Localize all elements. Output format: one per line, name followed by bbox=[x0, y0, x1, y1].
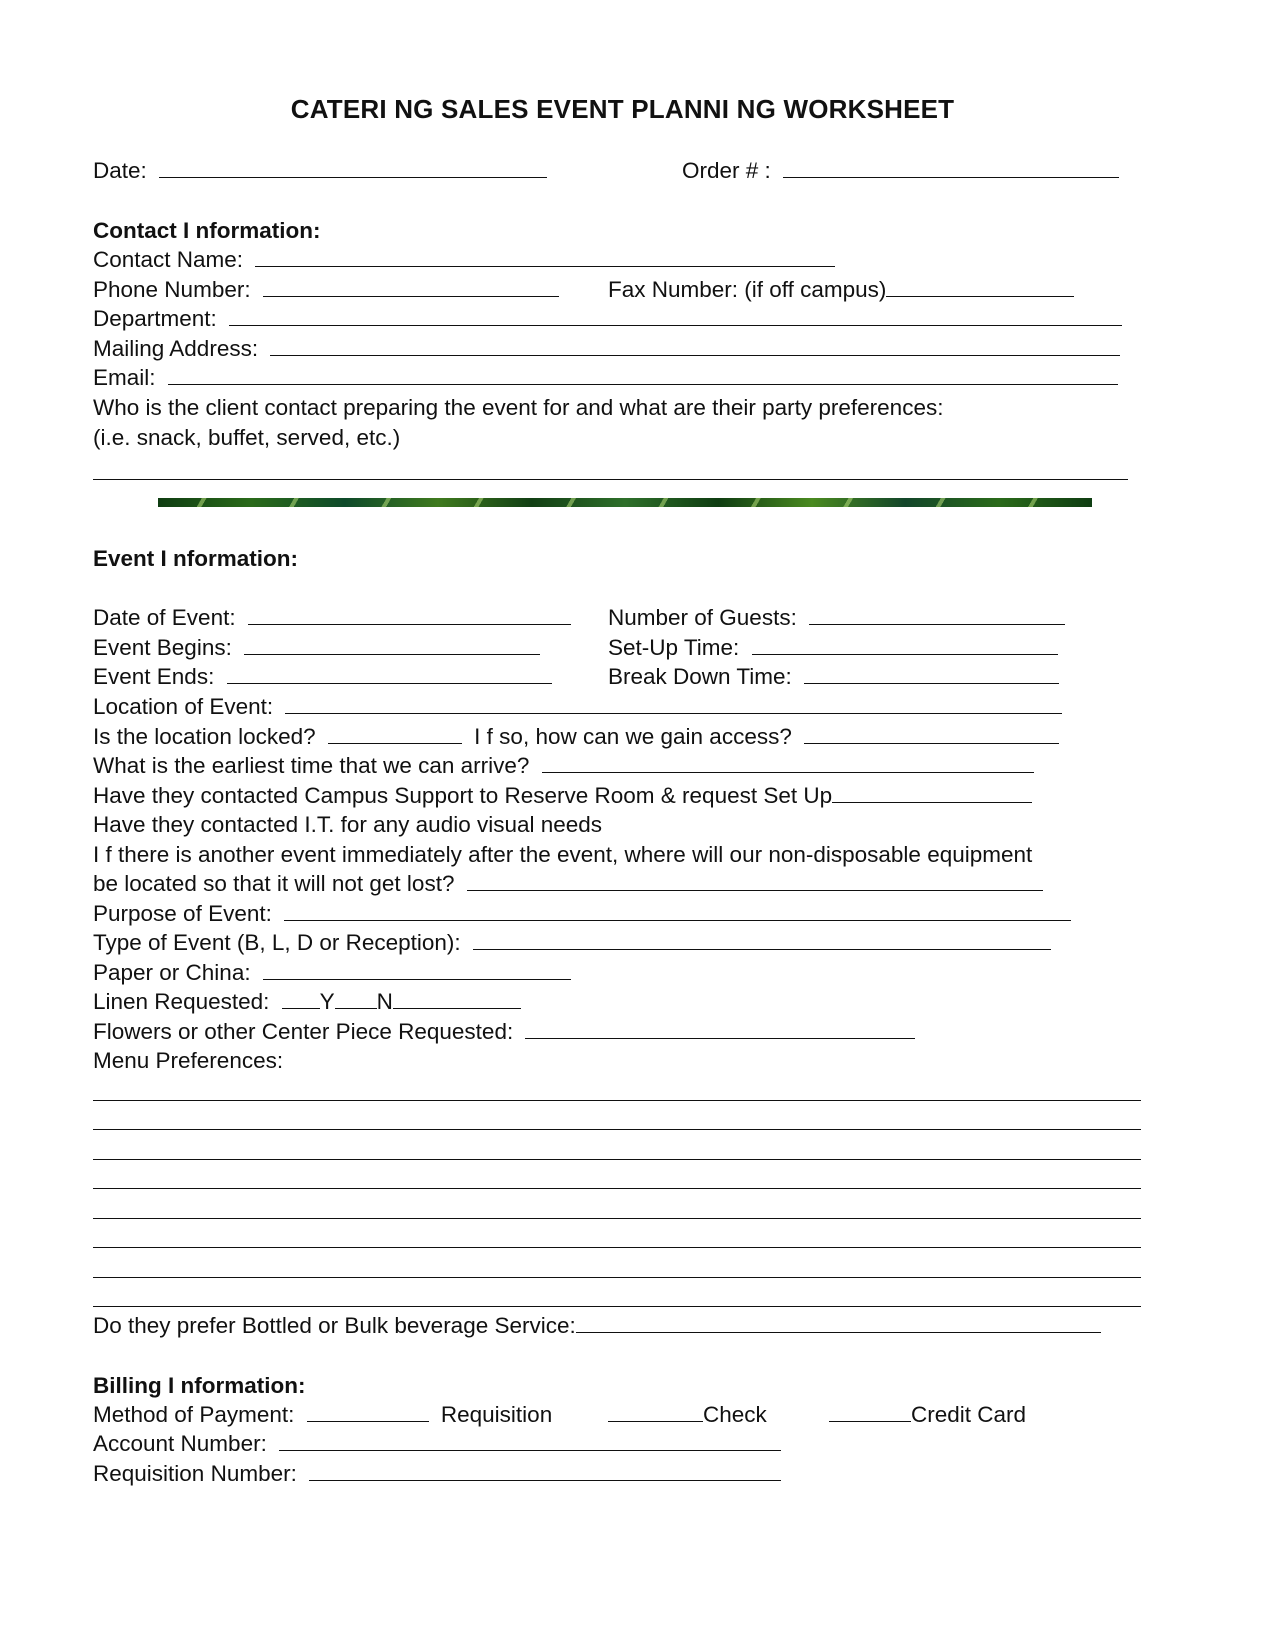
mailing-row bbox=[93, 335, 1120, 363]
paper-label: Paper or China: bbox=[93, 960, 251, 985]
linen-n: N bbox=[376, 989, 393, 1014]
location-row bbox=[93, 693, 1062, 721]
guests-label: Number of Guests: bbox=[608, 605, 797, 630]
earliest-label: What is the earliest time that we can arrive? bbox=[93, 753, 530, 778]
type-blank[interactable] bbox=[473, 929, 1051, 950]
requisition-number-blank[interactable] bbox=[309, 1460, 781, 1481]
account-number-blank[interactable] bbox=[279, 1430, 781, 1451]
access-blank[interactable] bbox=[804, 723, 1059, 744]
paper-row bbox=[93, 959, 571, 987]
event-begins-label: Event Begins: bbox=[93, 635, 232, 660]
requisition-number-row bbox=[93, 1460, 781, 1488]
contact-heading: Contact I nformation: bbox=[93, 218, 321, 243]
earliest-blank[interactable] bbox=[542, 752, 1034, 773]
account-number-row bbox=[93, 1430, 781, 1458]
locked-label: Is the location locked? bbox=[93, 724, 316, 749]
purpose-blank[interactable] bbox=[284, 900, 1071, 921]
linen-blank-1[interactable] bbox=[282, 988, 320, 1009]
payment-method-row bbox=[93, 1401, 552, 1429]
check-blank[interactable] bbox=[608, 1401, 703, 1422]
mailing-blank[interactable] bbox=[270, 335, 1120, 356]
menu-line-3[interactable] bbox=[93, 1159, 1141, 1160]
department-blank[interactable] bbox=[229, 305, 1122, 326]
breakdown-blank[interactable] bbox=[804, 663, 1059, 684]
order-blank[interactable] bbox=[783, 157, 1119, 178]
setup-label: Set-Up Time: bbox=[608, 635, 740, 660]
another-event-blank[interactable] bbox=[467, 870, 1043, 891]
event-begins-blank[interactable] bbox=[244, 634, 540, 655]
check-row bbox=[608, 1401, 767, 1429]
campus-support-label: Have they contacted Campus Support to Reserve Room & request Set Up bbox=[93, 783, 833, 808]
breakdown-row bbox=[608, 663, 1059, 691]
menu-line-8[interactable] bbox=[93, 1306, 1141, 1307]
credit-card-option: Credit Card bbox=[911, 1402, 1027, 1427]
linen-y: Y bbox=[319, 989, 335, 1014]
fax-row bbox=[608, 276, 1074, 304]
client-hint: (i.e. snack, buffet, served, etc.) bbox=[93, 425, 401, 450]
access-label: I f so, how can we gain access? bbox=[474, 724, 792, 749]
linen-row bbox=[93, 988, 521, 1016]
linen-blank-2[interactable] bbox=[335, 988, 377, 1009]
phone-row bbox=[93, 276, 559, 304]
beverage-blank[interactable] bbox=[576, 1312, 1101, 1333]
page-title: CATERI NG SALES EVENT PLANNI NG WORKSHEET bbox=[290, 94, 955, 124]
linen-label: Linen Requested: bbox=[93, 989, 270, 1014]
another-event-row bbox=[93, 870, 1043, 898]
credit-card-blank[interactable] bbox=[829, 1401, 911, 1422]
type-label: Type of Event (B, L, D or Reception): bbox=[93, 930, 461, 955]
email-row bbox=[93, 364, 1118, 392]
type-row bbox=[93, 929, 1051, 957]
requisition-option: Requisition bbox=[440, 1402, 553, 1427]
menu-line-5[interactable] bbox=[93, 1218, 1141, 1219]
location-label: Location of Event: bbox=[93, 694, 274, 719]
client-question: Who is the client contact preparing the event for and what are their party preferences: bbox=[93, 395, 944, 420]
purpose-row bbox=[93, 900, 1071, 928]
phone-label: Phone Number: bbox=[93, 277, 251, 302]
fax-label: Fax Number: (if off campus) bbox=[608, 277, 887, 302]
email-blank[interactable] bbox=[168, 364, 1118, 385]
event-heading: Event I nformation: bbox=[93, 546, 299, 571]
menu-line-2[interactable] bbox=[93, 1129, 1141, 1130]
flowers-label: Flowers or other Center Piece Requested: bbox=[93, 1019, 514, 1044]
contact-name-blank[interactable] bbox=[255, 246, 835, 267]
menu-line-7[interactable] bbox=[93, 1277, 1141, 1278]
decorative-banner bbox=[158, 498, 1092, 507]
earliest-row bbox=[93, 752, 1034, 780]
beverage-label: Do they prefer Bottled or Bulk beverage Service: bbox=[93, 1313, 576, 1338]
paper-blank[interactable] bbox=[263, 959, 571, 980]
flowers-row bbox=[93, 1018, 915, 1046]
date-blank[interactable] bbox=[159, 157, 547, 178]
campus-support-row bbox=[93, 782, 1032, 810]
event-date-blank[interactable] bbox=[248, 604, 571, 625]
breakdown-label: Break Down Time: bbox=[608, 664, 792, 689]
campus-support-blank[interactable] bbox=[832, 782, 1032, 803]
menu-label: Menu Preferences: bbox=[93, 1048, 284, 1073]
event-begins-row bbox=[93, 634, 540, 662]
event-ends-row bbox=[93, 663, 552, 691]
requisition-number-label: Requisition Number: bbox=[93, 1461, 297, 1486]
check-option: Check bbox=[703, 1402, 767, 1427]
department-row bbox=[93, 305, 1122, 333]
mailing-label: Mailing Address: bbox=[93, 336, 259, 361]
event-date-row bbox=[93, 604, 571, 632]
contact-name-label: Contact Name: bbox=[93, 247, 244, 272]
requisition-blank[interactable] bbox=[307, 1401, 429, 1422]
it-row: Have they contacted I.T. for any audio visual needs bbox=[93, 812, 603, 837]
menu-line-4[interactable] bbox=[93, 1188, 1141, 1189]
billing-heading: Billing I nformation: bbox=[93, 1373, 306, 1398]
guests-row bbox=[608, 604, 1065, 632]
event-ends-blank[interactable] bbox=[227, 663, 552, 684]
beverage-row bbox=[93, 1312, 1101, 1340]
guests-blank[interactable] bbox=[809, 604, 1065, 625]
order-label: Order # : bbox=[682, 158, 771, 183]
contact-name-row bbox=[93, 246, 835, 274]
linen-blank-3[interactable] bbox=[393, 988, 521, 1009]
setup-row bbox=[608, 634, 1058, 662]
phone-blank[interactable] bbox=[263, 276, 559, 297]
another-event-line2: be located so that it will not get lost? bbox=[93, 871, 455, 896]
payment-method-label: Method of Payment: bbox=[93, 1402, 295, 1427]
date-row bbox=[93, 157, 547, 185]
locked-row bbox=[93, 723, 1059, 751]
menu-line-1[interactable] bbox=[93, 1100, 1141, 1101]
flowers-blank[interactable] bbox=[525, 1018, 915, 1039]
date-label: Date: bbox=[93, 158, 147, 183]
event-date-label: Date of Event: bbox=[93, 605, 236, 630]
purpose-label: Purpose of Event: bbox=[93, 901, 272, 926]
setup-blank[interactable] bbox=[752, 634, 1058, 655]
event-ends-label: Event Ends: bbox=[93, 664, 215, 689]
department-label: Department: bbox=[93, 306, 217, 331]
menu-line-6[interactable] bbox=[93, 1247, 1141, 1248]
email-label: Email: bbox=[93, 365, 156, 390]
order-row bbox=[682, 157, 1119, 185]
account-number-label: Account Number: bbox=[93, 1431, 267, 1456]
credit-card-row bbox=[829, 1401, 1026, 1429]
client-answer-line[interactable] bbox=[93, 479, 1128, 480]
another-event-line1: I f there is another event immediately after the event, where will our non-disposable equipment bbox=[93, 842, 1033, 867]
fax-blank[interactable] bbox=[886, 276, 1074, 297]
locked-blank[interactable] bbox=[328, 723, 462, 744]
location-blank[interactable] bbox=[285, 693, 1062, 714]
